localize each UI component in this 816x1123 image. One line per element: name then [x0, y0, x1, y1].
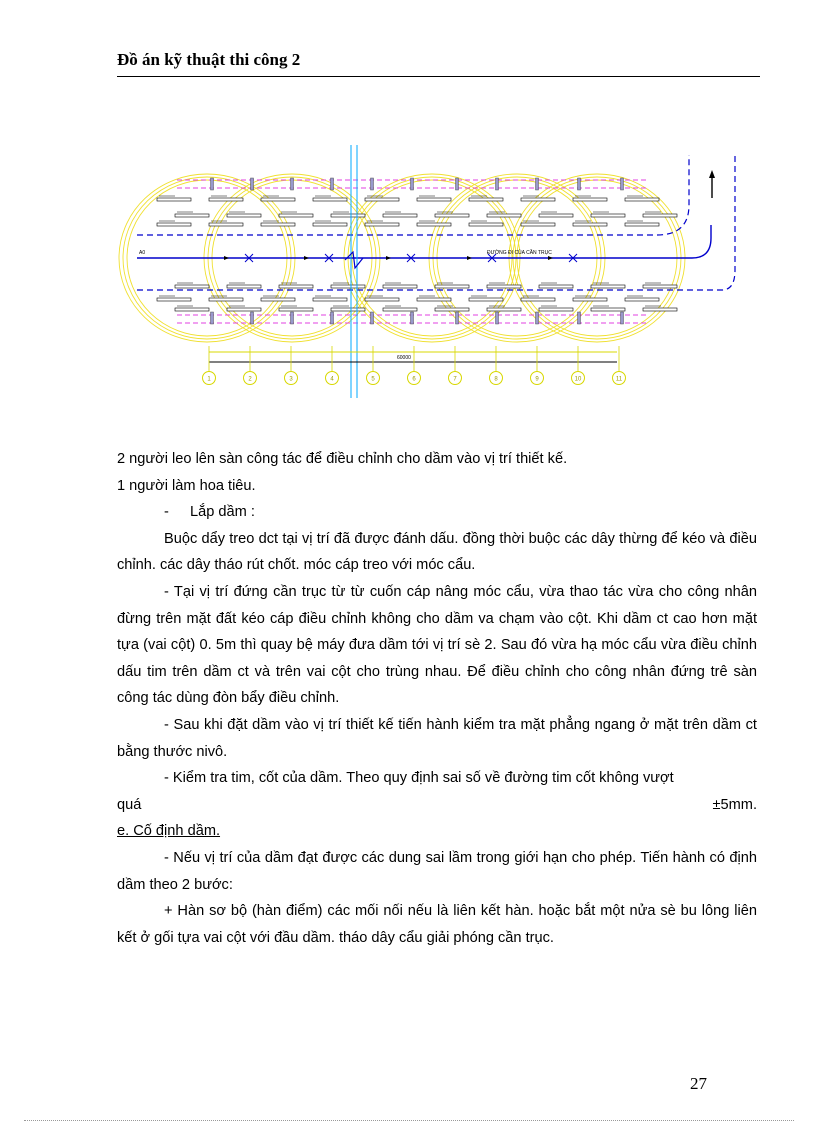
beam-block — [365, 223, 399, 226]
section-title: e. Cố định dầm. — [117, 823, 221, 840]
axis-label: 4 — [330, 376, 334, 383]
beam-block — [331, 285, 365, 288]
paragraph-6: - Kiểm tra tim, cốt của dầm. Theo quy định sai số về đường tim cốt không vượt — [164, 770, 674, 787]
beam-block — [209, 298, 243, 301]
beam-block — [279, 285, 313, 288]
beam-block — [279, 308, 313, 311]
beam-block — [643, 285, 677, 288]
axis-label: 11 — [615, 376, 623, 383]
axis-label: 3 — [289, 376, 293, 383]
bullet-item — [117, 499, 757, 526]
beam-block — [573, 223, 607, 226]
beam-block — [365, 198, 399, 201]
beam-block — [435, 285, 469, 288]
column-top — [411, 178, 414, 190]
page-number: 27 — [690, 1074, 707, 1093]
header-divider — [117, 76, 760, 77]
total-dimension: 60000 — [397, 355, 411, 361]
body-text — [117, 446, 757, 951]
beam-block — [157, 298, 191, 301]
column-bottom — [251, 312, 254, 324]
beam-block — [625, 223, 659, 226]
crane-path-label: ĐƯỜNG ĐI CỦA CẦN TRỤC — [487, 250, 552, 256]
beam-block — [365, 298, 399, 301]
column-top — [211, 178, 214, 190]
axis-label: 6 — [412, 376, 416, 383]
paragraph-5: - Sau khi đặt dầm vào vị trí thiết kế tiến hành kiểm tra mặt phẳng ngang ở mặt trên dầm ct bằng thước nivô. — [117, 716, 757, 760]
bullet-label: Lắp dầm : — [190, 504, 255, 521]
axis-label: 1 — [207, 376, 211, 383]
beam-block — [643, 214, 677, 217]
beam-block — [331, 308, 365, 311]
beam-block — [313, 198, 347, 201]
beam-block — [435, 308, 469, 311]
beam-block — [591, 214, 625, 217]
beam-block — [175, 308, 209, 311]
crane-layout-drawing — [117, 140, 760, 410]
beam-rows — [157, 178, 677, 324]
column-top — [291, 178, 294, 190]
beam-block — [313, 298, 347, 301]
column-top — [331, 178, 334, 190]
beam-block — [539, 308, 573, 311]
start-label: A0 — [139, 250, 146, 256]
page-header — [117, 50, 760, 70]
axis-label: 8 — [494, 376, 498, 383]
beam-block — [209, 198, 243, 201]
beam-block — [469, 298, 503, 301]
bottom-boundary-line — [137, 155, 735, 290]
column-bottom — [371, 312, 374, 324]
footer-divider — [24, 1120, 794, 1121]
column-bottom — [211, 312, 214, 324]
beam-block — [157, 198, 191, 201]
beam-block — [521, 198, 555, 201]
paragraph-4: - Tại vị trí đứng cần trục từ từ cuốn cáp nâng móc cẩu, vừa thao tác vừa cho công nhân đừng trên mặt đất kéo cáp điều chỉnh không cho dầm va chạm vào cột. Khi dầm ct cao hơn mặt tựa (vai cột) 0. 5m thì quay bệ máy đưa dầm tới vị trí sè 2. Sau đó vừa hạ móc cẩu vừa điều chỉnh dấu tim trên dầm ct và trên vai cột cho trùng nhau. Để điều chỉnh cho công nhân đứng trê sàn công tác dùng đòn bẩy điều chỉnh. — [117, 583, 757, 707]
beam-block — [417, 223, 451, 226]
column-top — [578, 178, 581, 190]
crane-direction-arrow — [386, 256, 391, 260]
beam-block — [261, 298, 295, 301]
beam-block — [625, 298, 659, 301]
column-bottom — [578, 312, 581, 324]
beam-block — [175, 285, 209, 288]
beam-block — [279, 214, 313, 217]
beam-block — [417, 198, 451, 201]
beam-block — [383, 214, 417, 217]
beam-block — [261, 223, 295, 226]
paragraph-7: - Nếu vị trí của dầm đạt được các dung sai lầm trong giới hạn cho phép. Tiến hành có định dầm theo 2 bước: — [117, 849, 757, 893]
paragraph-8: + Hàn sơ bộ (hàn điểm) các mối nối nếu là liên kết hàn. hoặc bắt một nửa sè bu lông liên kết ở gối tựa vai cột với đầu dầm. tháo dây cẩu giải phóng cần trục. — [117, 903, 757, 946]
beam-block — [469, 198, 503, 201]
axis-label: 7 — [453, 376, 457, 383]
beam-block — [643, 308, 677, 311]
axis-label: 10 — [574, 376, 582, 383]
paragraph-2: 1 người làm hoa tiêu. — [117, 477, 256, 494]
beam-block — [261, 198, 295, 201]
axis-label: 2 — [248, 376, 252, 383]
beam-block — [573, 298, 607, 301]
beam-block — [487, 285, 521, 288]
paragraph-6-end-left: quá — [117, 796, 142, 813]
beam-block — [591, 285, 625, 288]
column-top — [456, 178, 459, 190]
beam-block — [435, 214, 469, 217]
beam-block — [625, 198, 659, 201]
beam-block — [573, 198, 607, 201]
axis-label: 5 — [371, 376, 375, 383]
beam-block — [521, 223, 555, 226]
tolerance-value: ±5mm. — [712, 796, 757, 813]
column-top — [371, 178, 374, 190]
beam-block — [417, 298, 451, 301]
paragraph-6-end — [117, 792, 757, 819]
beam-block — [383, 308, 417, 311]
column-bottom — [411, 312, 414, 324]
beam-block — [487, 214, 521, 217]
column-top — [496, 178, 499, 190]
crane-direction-arrow — [304, 256, 309, 260]
beam-block — [521, 298, 555, 301]
crane-direction-arrow — [548, 256, 553, 260]
beam-block — [539, 214, 573, 217]
crane-direction-arrow — [224, 256, 229, 260]
beam-block — [227, 214, 261, 217]
column-top — [251, 178, 254, 190]
column-top — [621, 178, 624, 190]
column-bottom — [331, 312, 334, 324]
crane-direction-arrow — [467, 256, 472, 260]
beam-block — [209, 223, 243, 226]
beam-block — [487, 308, 521, 311]
beam-block — [157, 223, 191, 226]
direction-arrow-icon — [709, 170, 715, 178]
header-title: Đồ án kỹ thuật thi công 2 — [117, 50, 301, 69]
beam-block — [383, 285, 417, 288]
beam-block — [591, 308, 625, 311]
beam-block — [469, 223, 503, 226]
beam-block — [539, 285, 573, 288]
beam-block — [331, 214, 365, 217]
crane-path-line — [137, 225, 711, 258]
column-bottom — [621, 312, 624, 324]
beam-block — [227, 285, 261, 288]
column-bottom — [291, 312, 294, 324]
column-bottom — [496, 312, 499, 324]
paragraph-3: Buộc dẩy treo dct tại vị trí đã được đánh dấu. đồng thời buộc các dây thừng để kéo và điều chỉnh. các dây tháo rút chốt. móc cáp treo với móc cẩu. — [117, 530, 757, 574]
column-bottom — [536, 312, 539, 324]
column-bottom — [456, 312, 459, 324]
beam-block — [227, 308, 261, 311]
axis-label: 9 — [535, 376, 539, 383]
beam-block — [313, 223, 347, 226]
bullet-dash: - — [164, 504, 169, 521]
beam-block — [175, 214, 209, 217]
paragraph-1: 2 người leo lên sàn công tác để điều chỉnh cho dầm vào vị trí thiết kế. — [117, 451, 568, 467]
column-top — [536, 178, 539, 190]
